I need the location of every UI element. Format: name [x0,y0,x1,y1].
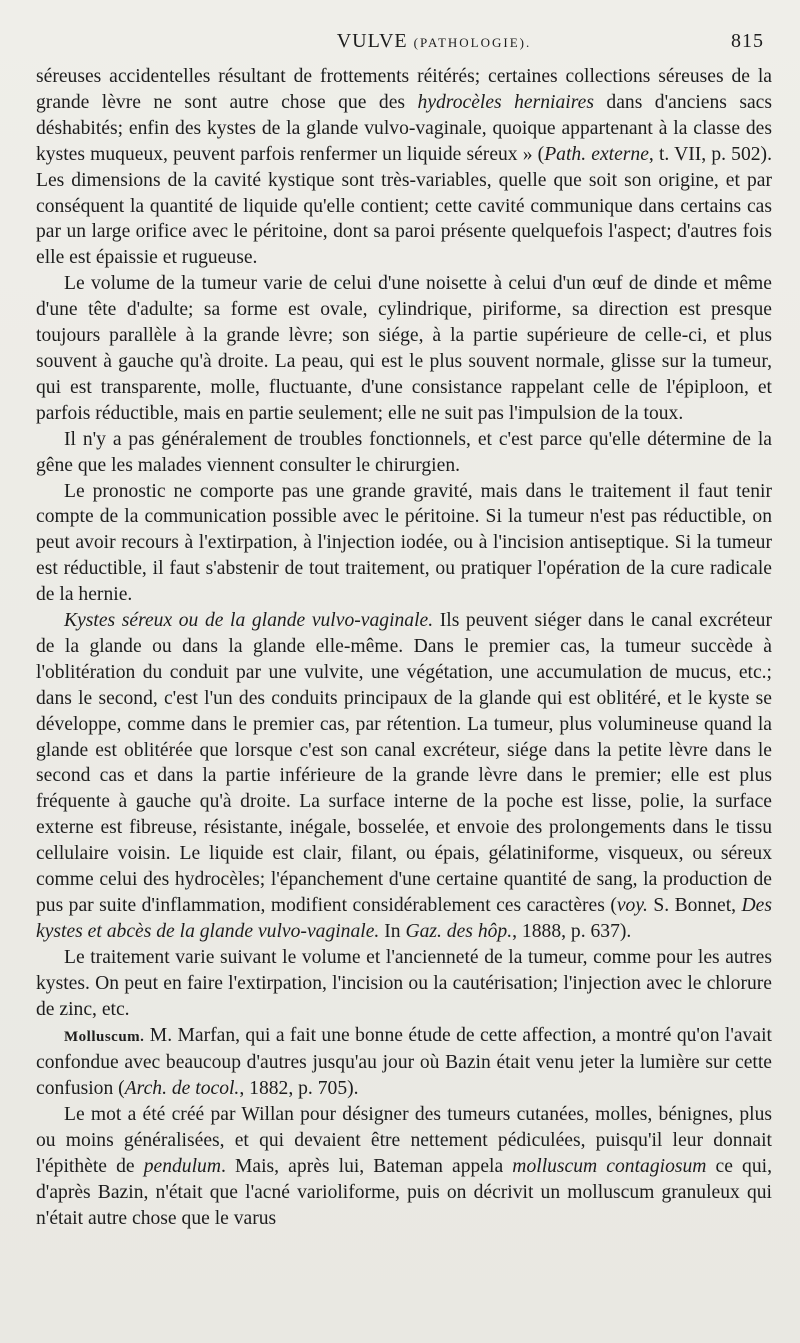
text-run: Le volume de la tumeur varie de celui d'une noisette à celui d'un œuf de dinde et même d'une tête d'adulte; sa forme est ovale, cylindrique, piriforme, sa direction est presque toujours parallèle à la grande lèvre; son siége, à la partie supérieure de celle-ci, et plus souvent à gauche qu'à droite. La peau, qui est le plus souvent normale, glisse sur la tumeur, qui est transparente, molle, fluctuante, d'une consistance rappelant celle de l'épiploon, et parfois réductible, mais en partie seulement; elle ne suit pas l'impulsion de la toux. [36,273,772,424]
italic-text: Des kystes et abcès de la glande vulvo-vaginale. [36,895,773,942]
italic-text: Gaz. des hôp. [405,920,513,942]
paragraph [36,1023,772,1103]
text-run: ce qui, d'après Bazin, n'était que l'acné varioliforme, puis on décrivit un molluscum granuleux qui n'était autre chose que le varus [36,1156,772,1229]
body-text [36,64,772,1232]
italic-text: voy. [616,895,648,916]
paragraph [36,64,772,271]
section-heading: Molluscum. [64,1028,145,1045]
text-run: dans d'anciens sacs déshabités; enfin des kystes de la glande vulvo-vaginale, quoique appartenant à la classe des kystes muqueux, peuvent parfois renfermer un liquide séreux » ( [36,91,772,165]
text-run: Le traitement varie suivant le volume et l'ancienneté de la tumeur, comme pour les autres kystes. On peut en faire l'extirpation, l'incision ou la cautérisation; l'injection avec le chlorure de zinc, etc. [36,946,772,1020]
italic-text: Kystes séreux ou de la glande vulvo-vaginale. [64,610,434,632]
text-run: , 1882, p. 705). [239,1078,359,1100]
italic-text: pendulum [143,1156,221,1178]
text-run: In [379,920,406,942]
paragraph [36,271,772,426]
paragraph [36,479,772,609]
italic-text: Arch. de tocol. [124,1078,240,1100]
text-run: Il n'y a pas généralement de troubles fonctionnels, et c'est parce qu'elle détermine de la gêne que les malades viennent consulter le chirurgien. [36,428,772,476]
text-run: S. Bonnet, [647,895,742,916]
text-run: , 1888, p. 637). [512,920,632,942]
text-run: Le mot a été créé par Willan pour désigner des tumeurs cutanées, molles, bénignes, plus ou moins généralisées, et qui devaient être nettement pédiculées, puisqu'il leur donnait l'épithète de [36,1104,772,1178]
text-run: . Mais, après lui, Bateman appela [220,1156,513,1178]
paragraph [36,427,772,479]
italic-text: hydrocèles herniaires [417,91,594,113]
paragraph [36,1102,772,1232]
text-run: Le pronostic ne comporte pas une grande gravité, mais dans le traitement il faut tenir compte de la communication possible avec le péritoine. Si la tumeur n'est pas réductible, on peut avoir recours à l'extirpation, à l'injection iodée, ou à l'incision antiseptique. Si la tumeur est réductible, il faut s'abstenir de tout traitement, ou pratiquer l'opération de la cure radicale de la hernie. [36,480,772,606]
running-title-main: VULVE [336,30,408,52]
running-title [337,30,532,53]
italic-text: molluscum contagiosum [512,1156,707,1178]
text-run: séreuses accidentelles résultant de frottements réitérés; certaines collections séreuses de la grande lèvre ne sont autre chose que des [36,66,772,113]
paragraph [36,945,772,1023]
running-head [36,30,772,64]
text-run: Ils peuvent siéger dans le canal excréteur de la glande ou dans la glande elle-même. Dans le premier cas, la tumeur succède à l'oblitération du conduit par une vulvite, une végétation, une accumulation de mucus, etc.; dans le second, c'est l'un des conduits principaux de la glande qui est oblitéré, et le kyste se développe, comme dans le premier cas, par rétention. La tumeur, plus volumineuse quand la glande est oblitérée que lorsque c'est son canal excréteur, siége dans la petite lèvre dans le second cas et dans la partie inférieure de la grande lèvre dans le premier; elle est plus fréquente à gauche qu'à droite. La surface interne de la poche est lisse, polie, la surface externe est fibreuse, résistante, inégale, bosselée, et envoie des prolongements dans le tissu cellulaire voisin. Le liquide est clair, filant, ou épais, gélatiniforme, visqueux, ou séreux comme celui des hydrocèles; l'épanchement d'une certaine quantité de sang, la production de pus par suite d'inflammation, modifient considérablement ces caractères ( [36,610,772,916]
paragraph [36,608,772,945]
text-run: , t. VII, p. 502). Les dimensions de la cavité kystique sont très-variables, quelle que soit son origine, et par conséquent la quantité de liquide qu'elle contient; cette cavité communique dans certains cas par un large orifice avec le péritoine, dont sa paroi présente quelquefois l'aspect; d'autres fois elle est épaissie et rugueuse. [36,143,772,269]
italic-text: Path. externe [544,143,649,165]
running-title-section: (PATHOLOGIE). [413,35,532,50]
page-number: 815 [731,30,764,52]
text-run: M. Marfan, qui a fait une bonne étude de cette affection, a montré qu'on l'avait confondue avec beaucoup d'autres jusqu'au jour où Bazin était venu jeter la lumière sur cette confusion ( [36,1024,772,1100]
